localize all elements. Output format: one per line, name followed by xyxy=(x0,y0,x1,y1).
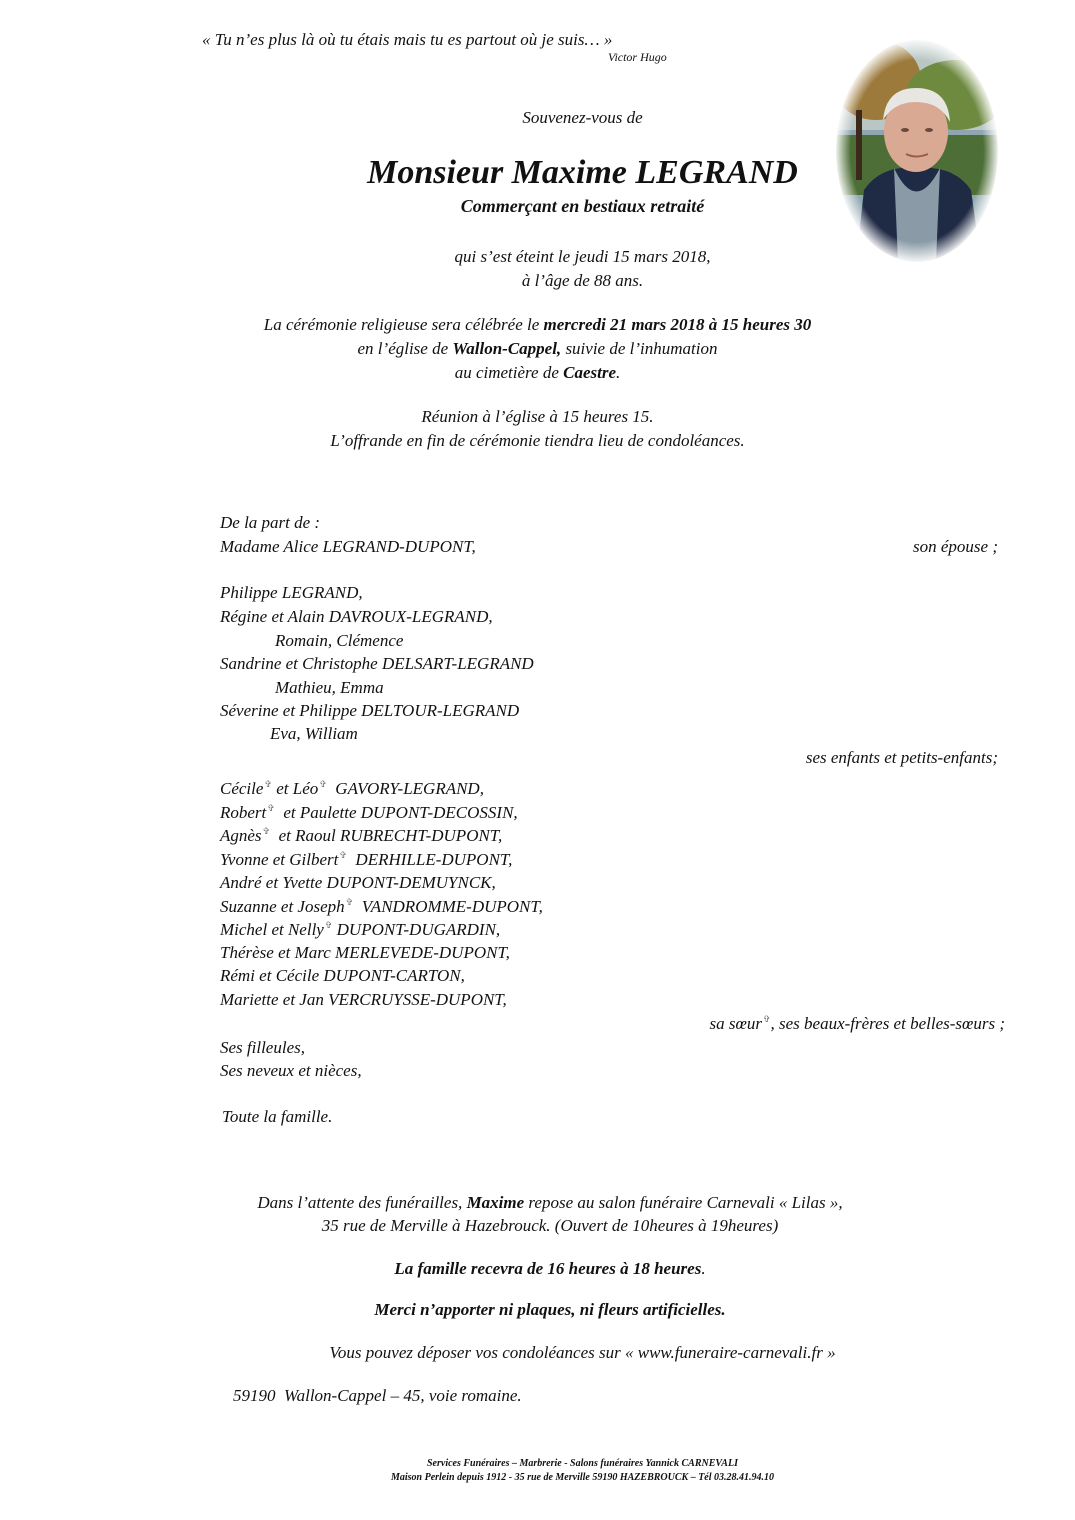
sibling-line: Mariette et Jan VERCRUYSSE-DUPONT, xyxy=(220,990,507,1009)
cross-icon: ✞ xyxy=(264,779,272,789)
siblings-role: sa sœur✞, ses beaux-frères et belles-sœurs ; xyxy=(709,1014,1005,1033)
quote-author: Victor Hugo xyxy=(608,50,667,64)
cross-icon: ✞ xyxy=(324,920,333,930)
child-line: Philippe LEGRAND, xyxy=(220,583,363,602)
grandchildren-line: Eva, William xyxy=(270,724,358,743)
death-line-2: à l’âge de 88 ans. xyxy=(521,271,644,290)
sibling-line: André et Yvette DUPONT-DEMUYNCK, xyxy=(220,873,496,892)
ceremony-line-3: au cimetière de Caestre. xyxy=(454,363,621,382)
occupation: Commerçant en bestiaux retraité xyxy=(460,196,705,216)
meeting-line-1: Réunion à l’église à 15 heures 15. xyxy=(421,407,654,426)
cross-icon: ✞ xyxy=(319,779,327,789)
child-line: Séverine et Philippe DELTOUR-LEGRAND xyxy=(220,701,520,720)
grandchildren-line: Romain, Clémence xyxy=(275,631,404,650)
child-line: Régine et Alain DAVROUX-LEGRAND, xyxy=(220,607,493,626)
cross-icon: ✞ xyxy=(345,897,354,907)
goddaughters: Ses filleules, xyxy=(220,1038,305,1057)
sibling-line: Michel et Nelly✞ DUPONT-DUGARDIN, xyxy=(220,920,501,939)
ceremony-line-2: en l’église de Wallon-Cappel, suivie de l’inhumation xyxy=(357,339,718,358)
deceased-name: Monsieur Maxime LEGRAND xyxy=(367,154,798,191)
grandchildren-line: Mathieu, Emma xyxy=(275,678,384,697)
condolences-text: Vous pouvez déposer vos condoléances sur « www.funeraire-carnevali.fr » xyxy=(329,1343,836,1362)
footer-line-2: Maison Perlein depuis 1912 - 35 rue de Merville 59190 HAZEBROUCK – Tél 03.28.41.94.10 xyxy=(390,1472,775,1483)
footer-line-1: Services Funéraires – Marbrerie - Salons funéraires Yannick CARNEVALI xyxy=(427,1458,738,1469)
from-label: De la part de : xyxy=(220,513,321,532)
portrait-photo xyxy=(836,40,998,262)
intro-text: Souvenez-vous de xyxy=(522,108,643,127)
sibling-line: Thérèse et Marc MERLEVEDE-DUPONT, xyxy=(220,943,510,962)
sibling-line: Suzanne et Joseph✞ VANDROMME-DUPONT, xyxy=(220,897,543,916)
sibling-line: Rémi et Cécile DUPONT-CARTON, xyxy=(220,966,465,985)
funeral-home-line-1: Dans l’attente des funérailles, Maxime repose au salon funéraire Carnevali « Lilas », xyxy=(257,1193,843,1212)
quote-text: « Tu n’es plus là où tu étais mais tu es partout où je suis… » xyxy=(202,30,613,49)
death-line-1: qui s’est éteint le jeudi 15 mars 2018, xyxy=(454,247,711,266)
meeting-line-2: L’offrande en fin de cérémonie tiendra lieu de condoléances. xyxy=(330,431,745,450)
nephews-nieces: Ses neveux et nièces, xyxy=(220,1061,362,1080)
children-role: ses enfants et petits-enfants; xyxy=(805,748,998,767)
sibling-line: Yvonne et Gilbert✞ DERHILLE-DUPONT, xyxy=(220,850,513,869)
child-line: Sandrine et Christophe DELSART-LEGRAND xyxy=(220,654,534,673)
cross-icon: ✞ xyxy=(262,826,271,836)
reception-hours: La famille recevra de 16 heures à 18 heures. xyxy=(394,1259,706,1278)
home-address: 59190 Wallon-Cappel – 45, voie romaine. xyxy=(233,1386,522,1405)
ceremony-line-1: La cérémonie religieuse sera célébrée le mercredi 21 mars 2018 à 15 heures 30 xyxy=(263,315,812,334)
funeral-home-line-2: 35 rue de Merville à Hazebrouck. (Ouvert de 10heures à 19heures) xyxy=(321,1216,779,1235)
sibling-line: Agnès✞ et Raoul RUBRECHT-DUPONT, xyxy=(220,826,503,845)
cross-icon: ✞ xyxy=(267,803,275,813)
cross-icon: ✞ xyxy=(762,1014,771,1024)
sibling-line: Cécile✞ et Léo✞ GAVORY-LEGRAND, xyxy=(220,779,484,798)
whole-family: Toute la famille. xyxy=(222,1107,333,1126)
wife-name: Madame Alice LEGRAND-DUPONT, xyxy=(220,537,476,556)
sibling-line: Robert✞ et Paulette DUPONT-DECOSSIN, xyxy=(220,803,518,822)
cross-icon: ✞ xyxy=(339,850,347,860)
wife-role: son épouse ; xyxy=(913,537,998,556)
no-flowers-notice: Merci n’apporter ni plaques, ni fleurs artificielles. xyxy=(374,1300,726,1319)
